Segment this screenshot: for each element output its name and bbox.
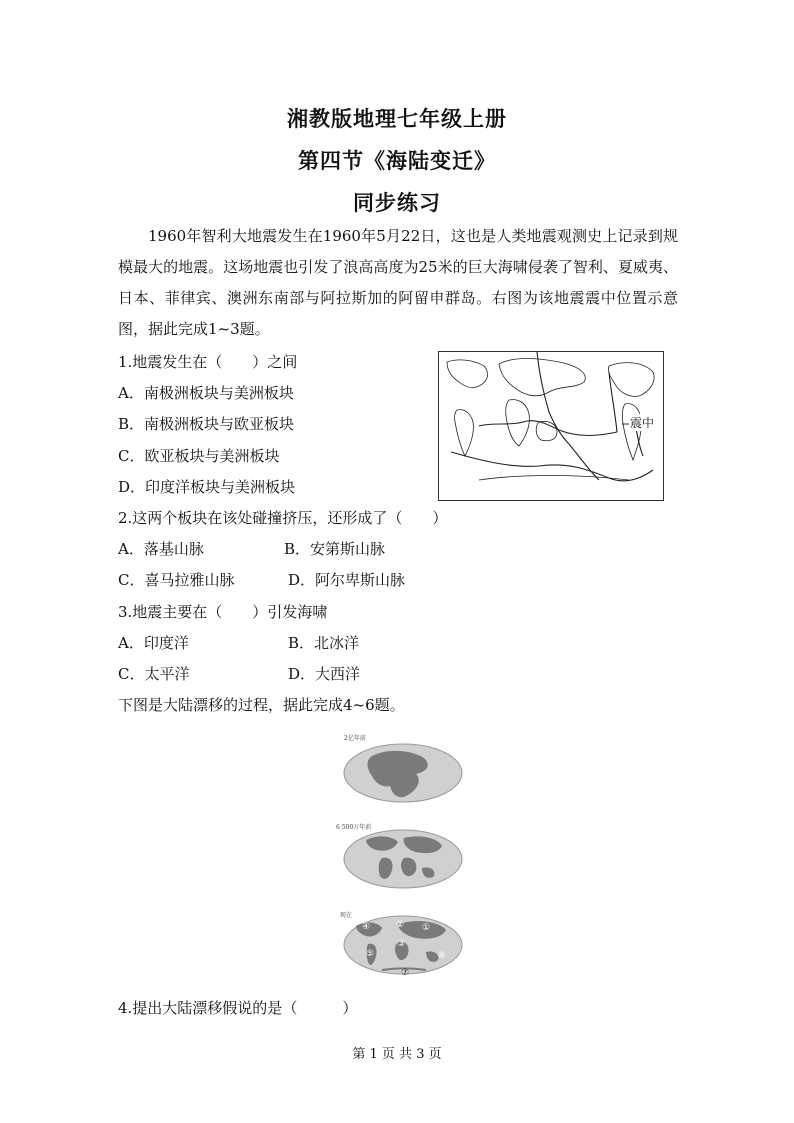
question-3-option-b: B．北冰洋 <box>288 634 360 652</box>
drift-intro: 下图是大陆漂移的过程，据此完成4~6题。 <box>118 696 405 714</box>
question-2-option-a: A．落基山脉 <box>118 540 204 558</box>
question-1-option-a: A．南极洲板块与美洲板块 <box>118 384 294 402</box>
question-3-option-c: C．太平洋 <box>118 665 190 683</box>
question-1-option-c: C．欧亚板块与美洲板块 <box>118 447 280 465</box>
main-title: 湘教版地理七年级上册 <box>287 106 507 131</box>
question-2-option-d: D．阿尔卑斯山脉 <box>288 571 406 589</box>
globe-3-label: 现在 <box>340 912 353 919</box>
question-3-option-a: A．印度洋 <box>118 634 189 652</box>
question-1-option-d: D．印度洋板块与美洲板块 <box>118 478 296 496</box>
sub-title: 同步练习 <box>353 190 441 215</box>
drift-number-3: ③ <box>396 939 406 949</box>
drift-number-4: ④ <box>361 922 371 932</box>
globe-2-label: 6 500万年前 <box>336 824 372 831</box>
drift-number-5: ⑤ <box>365 949 375 959</box>
question-3-option-d: D．大西洋 <box>288 665 361 683</box>
section-title: 第四节《海陆变迁》 <box>298 148 496 173</box>
epicenter-label: 震中 <box>630 416 655 430</box>
drift-number-6: ⑥ <box>437 951 447 961</box>
intro-paragraph: 1960年智利大地震发生在1960年5月22日，这也是人类地震观测史上记录到规模最大的地震。这场地震也引发了浪高高度为25米的巨大海啸侵袭了智利、夏威夷、日本、菲律宾、澳洲东南部与阿拉斯加的阿留申群岛。右图为该地震震中位置示意图，据此完成1~3题。 <box>118 227 678 338</box>
drift-number-1: ① <box>421 923 431 933</box>
globe-1-label: 2亿年前 <box>344 735 366 742</box>
question-2-option-b: B．安第斯山脉 <box>284 540 386 558</box>
plate-map <box>438 351 664 501</box>
page-footer: 第 1 页 共 3 页 <box>352 1047 442 1062</box>
question-1-option-b: B．南极洲板块与欧亚板块 <box>118 415 295 433</box>
globe-3 <box>342 914 464 976</box>
globe-2 <box>342 828 464 890</box>
question-2-option-c: C．喜马拉雅山脉 <box>118 571 235 589</box>
question-2-stem: 2.这两个板块在该处碰撞挤压，还形成了（ ） <box>118 509 448 527</box>
question-4-stem: 4.提出大陆漂移假说的是（ ） <box>118 999 358 1017</box>
question-1-stem: 1.地震发生在（ ）之间 <box>118 353 298 371</box>
globe-1 <box>342 742 464 804</box>
drift-number-2: ② <box>395 920 405 930</box>
question-3-stem: 3.地震主要在（ ）引发海啸 <box>118 603 328 621</box>
drift-number-7: ⑦ <box>400 968 410 976</box>
